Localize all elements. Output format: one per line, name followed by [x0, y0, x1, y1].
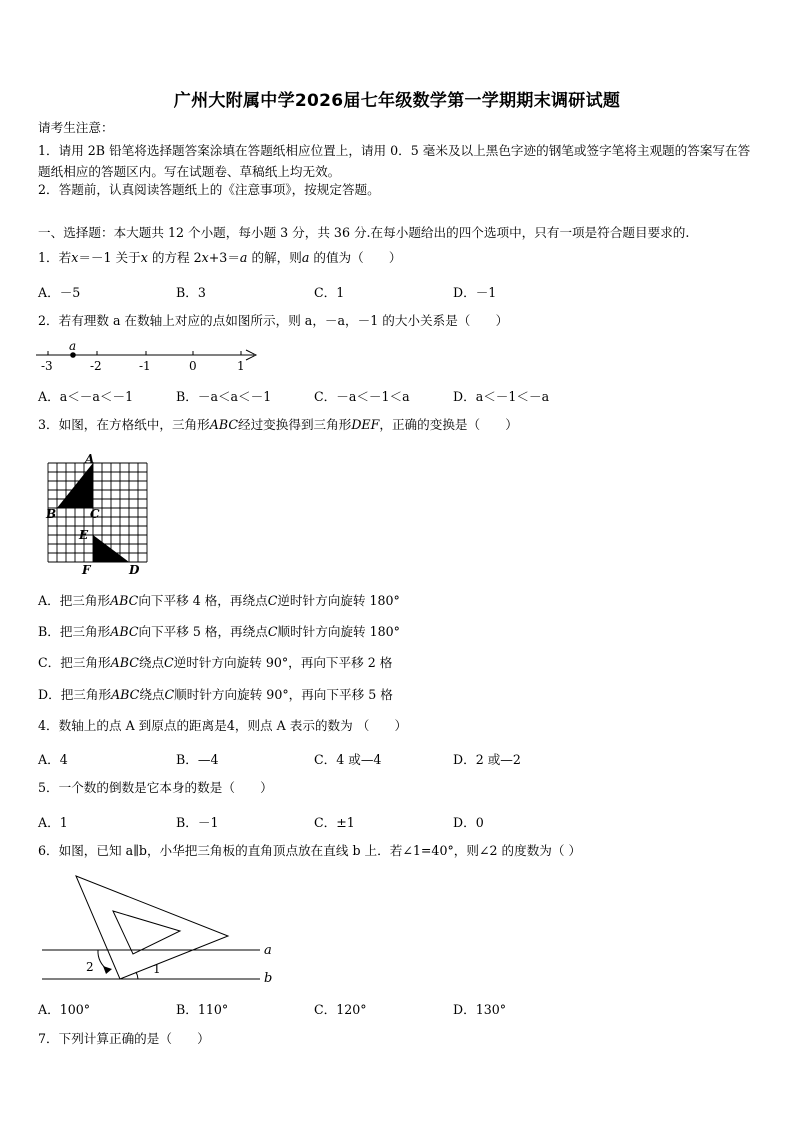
q3-option-b[interactable] — [38, 624, 400, 640]
q3-triangle-def: DEF — [351, 417, 380, 432]
line-a-label: a — [264, 943, 272, 958]
grid-transform-figure — [40, 450, 155, 580]
question-3-stem — [38, 417, 518, 433]
q3-text: 3．如图，在方格纸中，三角形 — [38, 417, 210, 432]
q3-opt-triangle: ABC — [110, 593, 139, 608]
q6-option-b[interactable]: B．110° — [176, 1002, 229, 1017]
q4-option-b[interactable]: B．—4 — [176, 752, 219, 767]
notice-item-1: 1．请用 2B 铅笔将选择题答案涂填在答题纸相应位置上，请用 0．5 毫米及以上黑色字迹的钢笔或签字笔将主观题的答案写在答题纸相应的答题区内。写在试题卷、草稿纸上均无效。 — [38, 143, 751, 179]
tick-label: -3 — [41, 359, 53, 373]
q1-text: 的值为（ ） — [309, 250, 402, 265]
label-e: E — [79, 528, 89, 542]
q5-option-d[interactable]: D．0 — [453, 815, 484, 830]
q6-option-c[interactable]: C．120° — [314, 1002, 367, 1017]
q5-option-c[interactable]: C．±1 — [314, 815, 355, 830]
q1-var-a: a — [239, 250, 248, 265]
q1-var-a: a — [301, 250, 310, 265]
line-b-label: b — [264, 971, 273, 986]
q1-text: 的方程 2 — [147, 250, 202, 265]
page-title: 广州大附属中学2026届七年级数学第一学期期末调研试题 — [173, 91, 621, 111]
q1-var-x: x — [71, 250, 79, 265]
q3-opt-text: 逆时针方向旋转 180° — [277, 593, 400, 608]
set-square-outer — [76, 876, 228, 979]
q3-opt-text: B．把三角形 — [38, 624, 111, 639]
notice-heading: 请考生注意： — [38, 120, 114, 135]
tick-label: 1 — [237, 359, 245, 373]
question-6-stem: 6．如图，已知 a∥b，小华把三角板的直角顶点放在直线 b 上．若∠1=40°，则∠2 的度数为（ ） — [38, 843, 582, 858]
parallel-lines-triangle-figure — [38, 868, 288, 986]
notice-item-2: 2．答题前，认真阅读答题纸上的《注意事项》，按规定答题。 — [38, 182, 380, 197]
q1-option-a[interactable]: A．－5 — [38, 285, 81, 300]
q1-text: +3＝ — [208, 250, 240, 265]
q3-opt-triangle: ABC — [110, 655, 139, 670]
point-a — [70, 352, 76, 358]
q1-var-x: x — [201, 250, 209, 265]
q4-option-d[interactable]: D．2 或—2 — [453, 752, 521, 767]
label-a: A — [85, 452, 95, 466]
q3-text: 经过变换得到三角形 — [237, 417, 352, 432]
q3-opt-text: 顺时针方向旋转 90°，再向下平移 5 格 — [174, 687, 393, 702]
q3-opt-point: C — [164, 655, 174, 670]
q3-triangle-abc: ABC — [209, 417, 238, 432]
label-f: F — [82, 563, 91, 577]
label-b: B — [46, 507, 57, 521]
question-7-stem: 7．下列计算正确的是（ ） — [38, 1031, 210, 1046]
q1-var-x: x — [140, 250, 148, 265]
angle-2-arc — [98, 950, 108, 970]
q3-opt-text: C．把三角形 — [38, 655, 111, 670]
q1-option-c[interactable]: C．1 — [314, 285, 345, 300]
label-c: C — [90, 507, 100, 521]
q2-option-a[interactable]: A．a＜－a＜－1 — [38, 389, 134, 404]
q3-opt-text: 逆时针方向旋转 90°，再向下平移 2 格 — [173, 655, 393, 670]
angle-1-arc — [136, 972, 138, 979]
q3-option-c[interactable] — [38, 655, 392, 671]
q1-text: ＝－1 关于 — [78, 250, 141, 265]
q3-opt-text: 绕点 — [138, 655, 165, 670]
q3-opt-text: D．把三角形 — [38, 687, 112, 702]
q2-option-b[interactable]: B．－a＜a＜－1 — [176, 389, 272, 404]
tick-label: -2 — [90, 359, 102, 373]
q3-opt-point: C — [267, 624, 278, 639]
q5-option-b[interactable]: B．－1 — [176, 815, 219, 830]
number-line-figure — [30, 338, 270, 376]
q3-option-a[interactable] — [38, 593, 400, 609]
question-1-stem — [38, 250, 402, 266]
q3-opt-point: C — [267, 593, 278, 608]
q2-option-c[interactable]: C．－a＜－1＜a — [314, 389, 410, 404]
q3-opt-text: 绕点 — [139, 687, 165, 702]
tick-label: 0 — [189, 359, 197, 373]
label-d: D — [129, 563, 140, 577]
q3-text: ，正确的变换是（ ） — [379, 417, 518, 432]
angle-2-arrow — [103, 966, 112, 974]
q1-option-b[interactable]: B．3 — [176, 285, 206, 300]
point-a-label: a — [69, 339, 77, 353]
set-square-inner — [113, 911, 180, 954]
section-heading: 一、选择题：本大题共 12 个小题，每小题 3 分，共 36 分.在每小题给出的四个选项中，只有一项是符合题目要求的. — [38, 225, 690, 240]
q3-opt-text: 向下平移 5 格，再绕点 — [138, 624, 268, 639]
q5-option-a[interactable]: A．1 — [38, 815, 68, 830]
q6-option-a[interactable]: A．100° — [38, 1002, 91, 1017]
angle-1-label: 1 — [153, 962, 161, 976]
question-2-stem: 2．若有理数 a 在数轴上对应的点如图所示，则 a，－a，－1 的大小关系是（ ） — [38, 313, 509, 328]
q2-option-d[interactable]: D．a＜－1＜－a — [453, 389, 550, 404]
q3-opt-text: 顺时针方向旋转 180° — [277, 624, 400, 639]
q4-option-c[interactable]: C．4 或—4 — [314, 752, 382, 767]
q3-opt-triangle: ABC — [110, 624, 139, 639]
q3-opt-triangle: ABC — [111, 687, 140, 702]
q1-option-d[interactable]: D．－1 — [453, 285, 497, 300]
q3-opt-text: A．把三角形 — [38, 593, 111, 608]
q3-opt-point: C — [164, 687, 175, 702]
q6-option-d[interactable]: D．130° — [453, 1002, 507, 1017]
q3-option-d[interactable] — [38, 687, 393, 703]
question-5-stem: 5．一个数的倒数是它本身的数是（ ） — [38, 780, 273, 795]
tick-label: -1 — [139, 359, 151, 373]
question-4-stem: 4．数轴上的点 A 到原点的距离是4，则点 A 表示的数为 （ ） — [38, 718, 408, 733]
q4-option-a[interactable]: A．4 — [38, 752, 68, 767]
q1-text: 1．若 — [38, 250, 72, 265]
q1-text: 的解，则 — [247, 250, 302, 265]
angle-2-label: 2 — [86, 960, 94, 974]
q3-opt-text: 向下平移 4 格，再绕点 — [138, 593, 268, 608]
